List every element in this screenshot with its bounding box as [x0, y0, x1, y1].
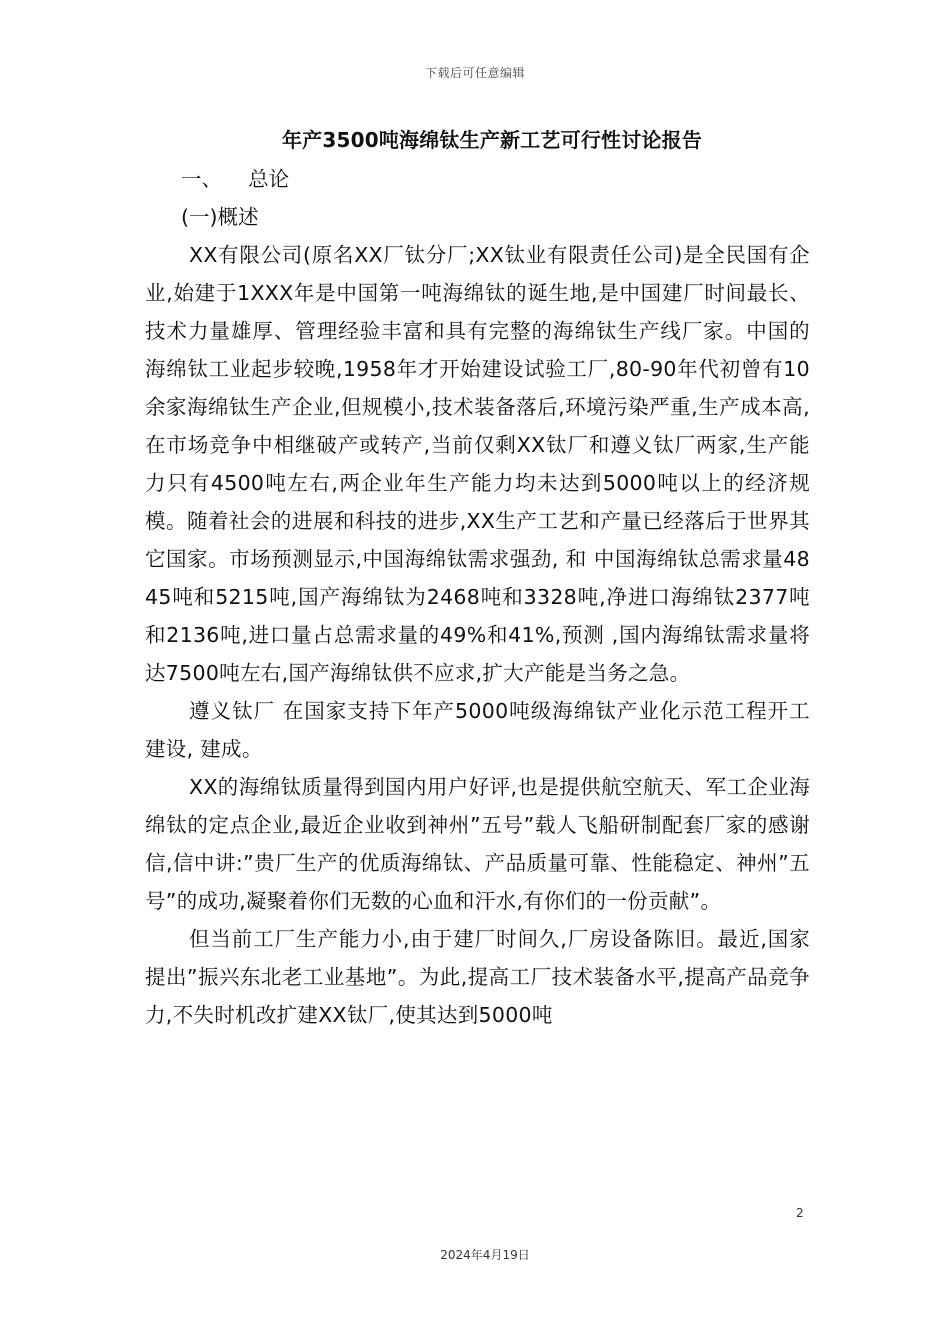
section-heading [145, 160, 810, 198]
paragraph-capacity: 但当前工厂生产能力小,由于建厂时间久,厂房设备陈旧。最近,国家提出”振兴东北老工业基地”。为此,提高工厂技术装备水平,提高产品竞争力,不失时机改扩建XX钛厂,使其达到5000吨 [145, 927, 810, 1027]
paragraph-quality: XX的海绵钛质量得到国内用户好评,也是提供航空航天、军工企业海绵钛的定点企业,最近企业收到神州”五号”载人飞船研制配套厂家的感谢信,信中讲:”贵厂生产的优质海绵钛、产品质量可靠、性能稳定、神州”五号”的成功,凝聚着你们无数的心血和汗水,有你们的一份贡献”。 [145, 775, 810, 913]
document-title: 年产3500吨海绵钛生产新工艺可行性讨论报告 [281, 128, 703, 152]
section-number: 一、 [181, 167, 222, 191]
subsection-heading: (一)概述 [181, 205, 259, 229]
page-number: 2 [796, 1206, 804, 1220]
document-body [145, 160, 810, 1034]
paragraph-zunyi: 遵义钛厂 在国家支持下年产5000吨级海绵钛产业化示范工程开工建设, 建成。 [145, 699, 810, 761]
section-label: 总论 [248, 167, 290, 191]
page-footer-date: 2024年4月19日 [440, 1248, 530, 1262]
page-header-note: 下载后可任意编辑 [424, 66, 525, 80]
paragraph-overview: XX有限公司(原名XX厂钛分厂;XX钛业有限责任公司)是全民国有企业,始建于1XXX年是中国第一吨海绵钛的诞生地,是中国建厂时间最长、技术力量雄厚、管理经验丰富和具有完整的海绵钛生产线厂家。中国的海绵钛工业起步较晚,1958年才开始建设试验工厂,80-90年代初曾有10余家海绵钛生产企业,但规模小,技术装备落后,环境污染严重,生产成本高,在市场竞争中相继破产或转产,当前仅剩XX钛厂和遵义钛厂两家,生产能力只有4500吨左右,两企业年生产能力均未达到5000吨以上的经济规模。随着社会的进展和科技的进步,XX生产工艺和产量已经落后于世界其它国家。市场预测显示,中国海绵钛需求强劲, 和 中国海绵钛总需求量4845吨和5215吨,国产海绵钛为2468吨和3328吨,净进口海绵钛2377吨和2136吨,进口量占总需求量的49%和41%,预测 ,国内海绵钛需求量将达7500吨左右,国产海绵钛供不应求,扩大产能是当务之急。 [145, 243, 810, 685]
